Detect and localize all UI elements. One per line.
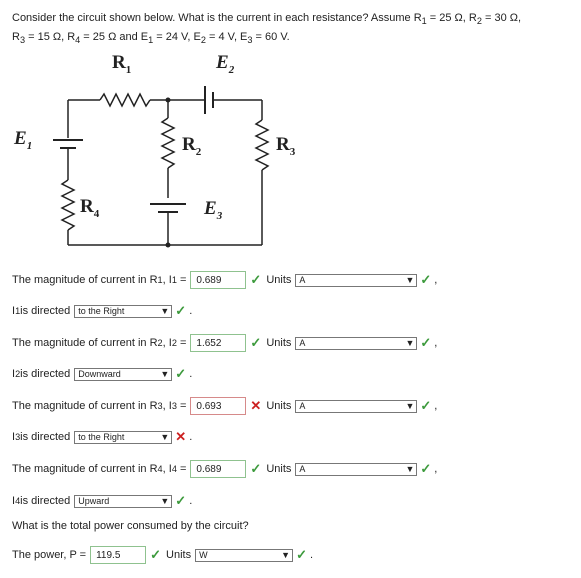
direction-select-i1[interactable]: to the Right ▼ bbox=[74, 305, 172, 318]
incorrect-x-icon: ✕ bbox=[175, 429, 187, 444]
direction-row-i2: I 2 is directed Downward ▼ ✓ . bbox=[12, 366, 193, 381]
question-row-r1: The magnitude of current in R 1 , I 1 = 0.689 ✓ Units A ▼ ✓ , bbox=[12, 272, 438, 287]
chevron-down-icon: ▼ bbox=[160, 368, 170, 379]
direction-row-i1: I 1 is directed to the Right ▼ ✓ . bbox=[12, 303, 193, 318]
chevron-down-icon: ▼ bbox=[405, 400, 415, 411]
current-r3-input[interactable]: 0.693 bbox=[190, 397, 246, 415]
direction-select-i2[interactable]: Downward ▼ bbox=[74, 368, 172, 381]
resistor-r4 bbox=[62, 180, 74, 230]
correct-check-icon: ✓ bbox=[250, 335, 262, 350]
question-row-r3: The magnitude of current in R 3 , I 3 = 0.693 ✕ Units A ▼ ✓ , bbox=[12, 398, 438, 413]
correct-check-icon: ✓ bbox=[420, 335, 432, 350]
correct-check-icon: ✓ bbox=[250, 272, 262, 287]
correct-check-icon: ✓ bbox=[420, 461, 432, 476]
correct-check-icon: ✓ bbox=[296, 547, 307, 562]
power-row: The power, P = 119.5 ✓ Units W ▼ ✓ . bbox=[12, 547, 314, 562]
incorrect-x-icon: ✕ bbox=[250, 398, 262, 413]
power-question: What is the total power consumed by the circuit? bbox=[12, 520, 249, 532]
label-e1: $E_1$ bbox=[14, 128, 33, 152]
label-e2: $E_2$ bbox=[216, 52, 235, 76]
correct-check-icon: ✓ bbox=[250, 461, 262, 476]
resistor-r1 bbox=[100, 94, 150, 106]
correct-check-icon: ✓ bbox=[175, 366, 187, 381]
direction-row-i3: I 3 is directed to the Right ▼ ✕ . bbox=[12, 429, 193, 444]
chevron-down-icon: ▼ bbox=[160, 305, 170, 316]
label-e3: $E_3$ bbox=[204, 198, 223, 222]
junction-bottom bbox=[166, 243, 171, 248]
label-r3: $R_3$ bbox=[276, 134, 296, 158]
question-row-r2: The magnitude of current in R 2 , I 2 = 1.652 ✓ Units A ▼ ✓ , bbox=[12, 335, 438, 350]
resistor-r2 bbox=[162, 118, 174, 168]
chevron-down-icon: ▼ bbox=[281, 549, 291, 560]
correct-check-icon: ✓ bbox=[175, 303, 187, 318]
label-r2: $R_2$ bbox=[182, 134, 202, 158]
current-r2-input[interactable]: 1.652 bbox=[190, 334, 246, 352]
unit-select-r1[interactable]: A ▼ bbox=[295, 274, 417, 287]
unit-select-r4[interactable]: A ▼ bbox=[295, 463, 417, 476]
power-input[interactable]: 119.5 bbox=[90, 546, 146, 564]
question-row-r4: The magnitude of current in R 4 , I 4 = 0.689 ✓ Units A ▼ ✓ , bbox=[12, 461, 438, 476]
unit-select-r2[interactable]: A ▼ bbox=[295, 337, 417, 350]
current-r1-input[interactable]: 0.689 bbox=[190, 271, 246, 289]
direction-select-i3[interactable]: to the Right ▼ bbox=[74, 431, 172, 444]
chevron-down-icon: ▼ bbox=[405, 463, 415, 474]
correct-check-icon: ✓ bbox=[150, 547, 162, 562]
chevron-down-icon: ▼ bbox=[405, 274, 415, 285]
chevron-down-icon: ▼ bbox=[160, 495, 170, 506]
label-r4: $R_4$ bbox=[80, 196, 100, 220]
direction-select-i4[interactable]: Upward ▼ bbox=[74, 495, 172, 508]
unit-select-power[interactable]: W ▼ bbox=[195, 549, 293, 562]
label-r1: $R_1$ bbox=[112, 52, 132, 76]
problem-statement: Consider the circuit shown below. What is the current in each resistance? Assume $R_1 = 25$ Ω, $R_2 = 30$ Ω, $R_3 = 15$ Ω, $R_4 = 25$ Ω and $E_1 = 24$ V, $E_2 = 4$ V, $E_3 = 60$ V. bbox=[12, 12, 522, 46]
direction-row-i4: I 4 is directed Upward ▼ ✓ . bbox=[12, 493, 193, 508]
current-r4-input[interactable]: 0.689 bbox=[190, 460, 246, 478]
correct-check-icon: ✓ bbox=[175, 493, 187, 508]
resistor-r3 bbox=[256, 120, 268, 170]
correct-check-icon: ✓ bbox=[420, 398, 432, 413]
correct-check-icon: ✓ bbox=[420, 272, 432, 287]
chevron-down-icon: ▼ bbox=[160, 431, 170, 442]
junction-top bbox=[166, 98, 171, 103]
unit-select-r3[interactable]: A ▼ bbox=[295, 400, 417, 413]
chevron-down-icon: ▼ bbox=[405, 337, 415, 348]
